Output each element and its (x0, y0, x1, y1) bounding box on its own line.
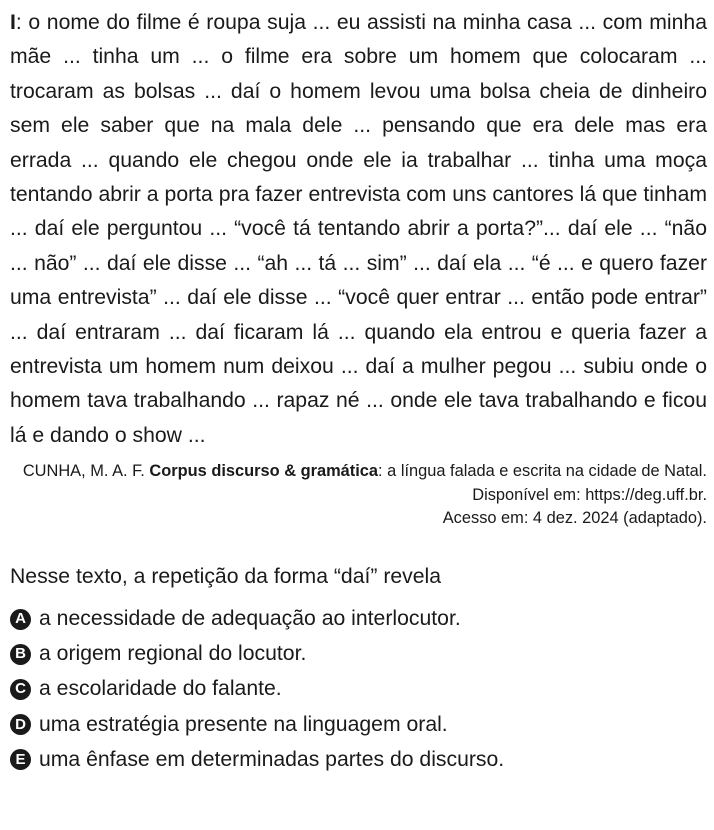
option-a-letter-badge: A (10, 609, 31, 630)
question-page (10, 6, 707, 781)
option-b[interactable] (10, 640, 707, 668)
speaker-label: I (10, 11, 16, 34)
transcript-passage (10, 6, 707, 453)
citation-author: CUNHA, M. A. F. (22, 462, 150, 481)
option-b-text: a origem regional do locutor. (39, 642, 307, 666)
option-e-letter-badge: E (10, 749, 31, 770)
option-e-text: uma ênfase em determinadas partes do discurso. (39, 747, 505, 771)
citation-details: : a língua falada e escrita na cidade de Natal. Disponível em: https://deg.uff.br. (378, 462, 707, 504)
option-d-text: uma estratégia presente na linguagem oral. (39, 712, 448, 736)
transcript-text: : o nome do filme é roupa suja ... eu assisti na minha casa ... com minha mãe ... tinha um ... o filme era sobre um homem que colocaram ... trocaram as bolsas ... daí o homem levou uma bolsa cheia de dinheiro sem ele saber que na mala dele ... pensando que era dele mas era errada ... quando ele chegou onde ele ia trabalhar ... tinha uma moça tentando abrir a porta pra fazer entrevista com uns cantores lá que tinham ... daí ele perguntou ... “você tá tentando abrir a porta?”... daí ele ... “não ... não” ... daí ele disse ... “ah ... tá ... sim” ... daí ela ... “é ... e quero fazer uma entrevista” ... daí ele disse ... “você quer entrar ... então pode entrar” ... daí entraram ... daí ficaram lá ... quando ela entrou e queria fazer a entrevista um homem num deixou ... daí a mulher pegou ... subiu onde o homem tava trabalhando ... rapaz né ... onde ele tava trabalhando e ficou lá e dando o show ... (10, 11, 707, 447)
citation-access: Acesso em: 4 dez. 2024 (adaptado). (442, 509, 707, 528)
option-c-text: a escolaridade do falante. (39, 677, 282, 701)
question-stem: Nesse texto, a repetição da forma “daí” revela (10, 565, 442, 589)
option-e[interactable] (10, 746, 707, 774)
option-c-letter-badge: C (10, 679, 31, 700)
option-b-letter-badge: B (10, 644, 31, 665)
option-a-text: a necessidade de adequação ao interlocutor. (39, 607, 461, 631)
answer-options (10, 605, 707, 774)
citation-title: Corpus discurso & gramática (149, 462, 379, 481)
option-c[interactable] (10, 675, 707, 703)
option-d-letter-badge: D (10, 714, 31, 735)
option-a[interactable] (10, 605, 707, 633)
source-citation (10, 460, 707, 531)
option-d[interactable] (10, 711, 707, 739)
